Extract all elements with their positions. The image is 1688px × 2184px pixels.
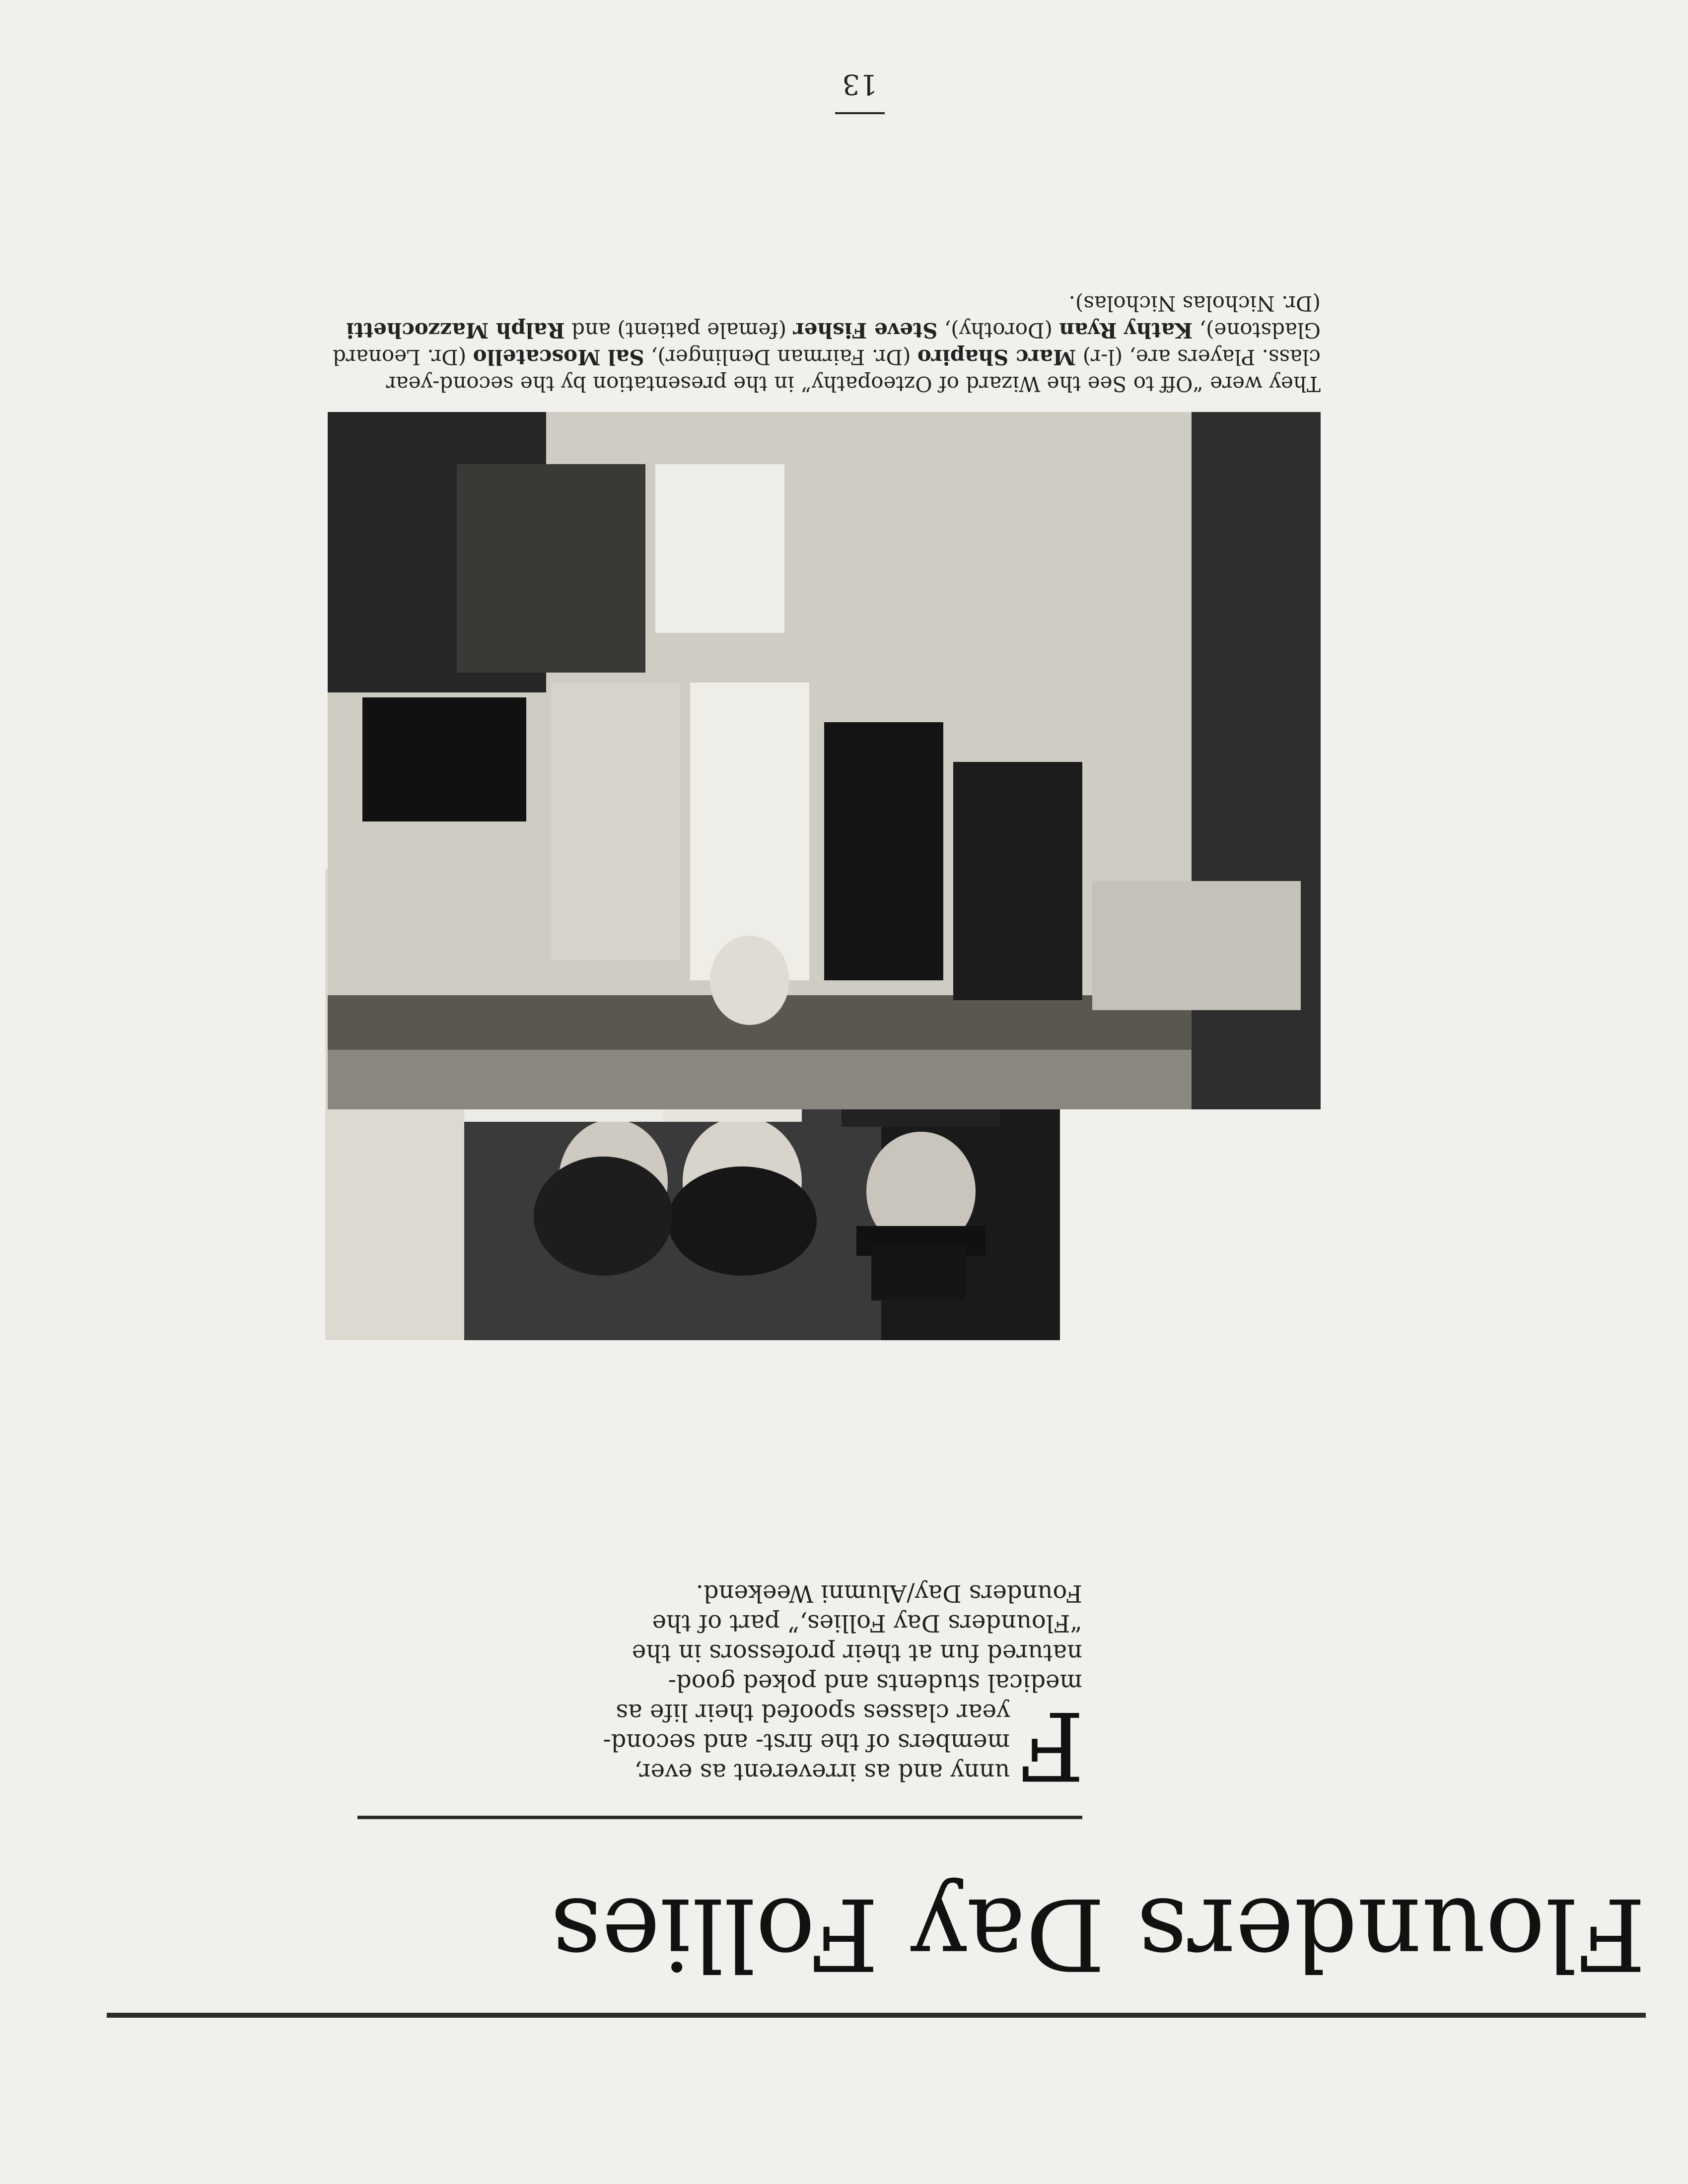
caption-text: (female patient) and [564, 318, 793, 342]
caption-name: Kathy Ryan [1059, 318, 1193, 342]
caption-name: Sal Moscatello [473, 345, 644, 369]
drop-cap: F [1019, 1691, 1084, 1800]
caption-name: Steve Fisher [793, 318, 938, 342]
caption-wizard-skit [328, 290, 1321, 397]
caption-text: (Dr. Leonard Gladstone), [332, 318, 1321, 369]
photo-wizard-skit [328, 412, 1321, 1109]
caption-name: Ralph Mazzochetti [346, 318, 565, 342]
headline-top-rule [107, 2013, 1646, 2018]
caption-text: (Dr. Nicholas Nicholas). [1068, 291, 1321, 316]
column-rule [357, 1816, 1082, 1819]
headline: Flounders Day Follies [550, 1876, 1646, 1991]
caption-text: They were “Off to See the Wizard of Ozteopathy” in the presentation by the second-year class. Players are, (l-r) [386, 345, 1321, 396]
photo-wizard-skit-image [328, 412, 1321, 1109]
caption-text: (Dorothy), [937, 318, 1059, 342]
caption-name: Marc Shapiro [917, 345, 1076, 369]
page-number-block [835, 68, 885, 114]
caption-text: (Dr. Fairman Denlinger), [644, 345, 917, 369]
intro-text: unny and as irreverent as ever, members of the first- and second-year classes spoofed their life as medical students and poked good-natured fun at their professors in the “Flounders Day Follies,” part of the Founders Day/Alumni Weekend. [603, 1579, 1082, 1786]
intro-paragraph [586, 1578, 1084, 1800]
page-number-rule [835, 112, 885, 114]
page-number: 13 [842, 68, 878, 100]
